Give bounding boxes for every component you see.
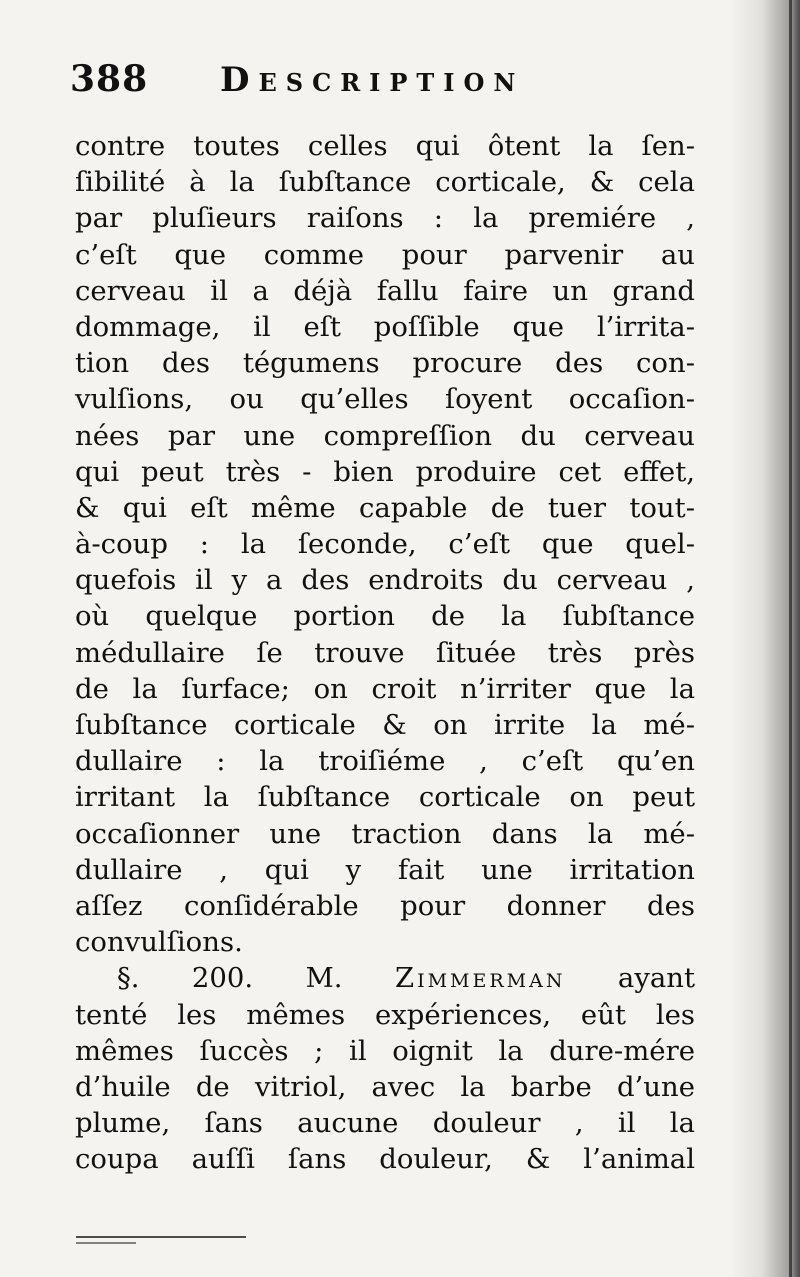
text-line: tion des tégumens procure des con-	[75, 347, 695, 380]
text-line: convulſions.	[75, 926, 243, 959]
text-line: coupa auſſi ſans douleur, & l’animal	[75, 1143, 695, 1176]
bottom-rule-short	[76, 1242, 136, 1244]
text-line: c’eſt que comme pour parvenir au	[75, 238, 695, 271]
text-line: tenté les mêmes expériences, eût les	[75, 998, 695, 1031]
text-fragment: ayant	[617, 962, 696, 995]
page-header	[70, 58, 710, 118]
text-line: occaſionner une traction dans la mé-	[75, 817, 695, 850]
text-line: aſſez conſidérable pour donner des	[75, 889, 695, 922]
text-line: ſibilité à la ſubſtance corticale, & cela	[75, 166, 695, 199]
bottom-rule	[76, 1236, 246, 1238]
text-line: cerveau il a déjà fallu faire un grand	[75, 274, 695, 307]
text-line: qui peut très - bien produire cet effet,	[75, 455, 695, 488]
text-line: vulſions, ou qu’elles ſoyent occaſion-	[75, 383, 695, 416]
text-line: de la ſurface; on croit n’irriter que la	[75, 672, 695, 705]
text-line: où quelque portion de la ſubſtance	[75, 600, 695, 633]
text-line: à-coup : la ſeconde, c’eſt que quel-	[75, 528, 695, 561]
text-line: irritant la ſubſtance corticale on peut	[75, 781, 695, 814]
text-line: & qui eſt même capable de tuer tout-	[75, 491, 695, 524]
running-head: Description	[220, 60, 525, 100]
section-first-line	[75, 960, 695, 996]
text-line: dullaire : la troiſiéme , c’eſt qu’en	[75, 745, 695, 778]
text-line: dullaire , qui y fait une irritation	[75, 853, 695, 886]
text-line: médullaire ſe trouve ſituée très près	[75, 636, 695, 669]
text-line: mêmes ſuccès ; il oignit la dure-mére	[75, 1034, 695, 1067]
section-number: §. 200. M.	[117, 962, 343, 995]
text-line: plume, ſans aucune douleur , il la	[75, 1107, 695, 1140]
text-line: nées par une compreſſion du cerveau	[75, 419, 695, 452]
text-line: dommage, il eſt poſſible que l’irrita-	[75, 310, 695, 343]
text-line: par pluſieurs raiſons : la premiére ,	[75, 202, 695, 235]
body-text	[75, 128, 695, 1177]
text-line: ſubſtance corticale & on irrite la mé-	[75, 709, 695, 741]
text-line: d’huile de vitriol, avec la barbe d’une	[75, 1070, 695, 1103]
page-number: 388	[70, 58, 149, 100]
author-name: Zimmerman	[394, 962, 566, 995]
text-line: quefois il y a des endroits du cerveau ,	[75, 564, 695, 597]
text-line: contre toutes celles qui ôtent la ſen-	[75, 130, 695, 162]
